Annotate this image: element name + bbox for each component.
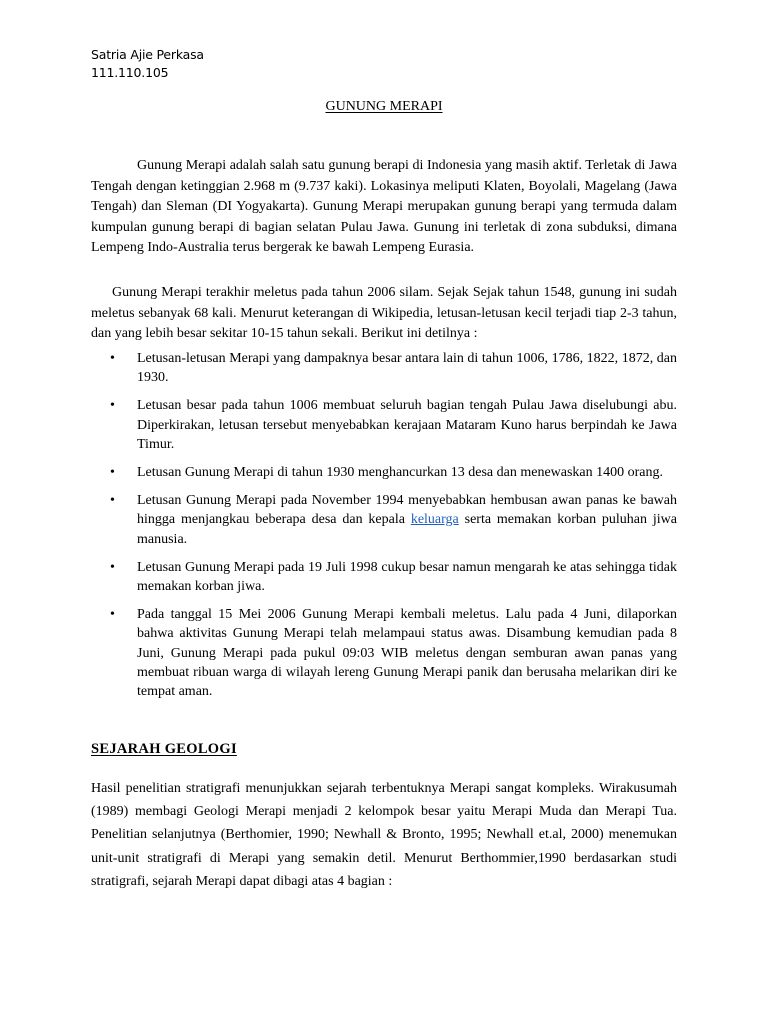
list-item-text: Letusan besar pada tahun 1006 membuat seluruh bagian tengah Pulau Jawa diselubungi abu. Diperkirakan, letusan tersebut menyebabkan kerajaan Mataram Kuno harus berpindah ke Jawa Timur. <box>137 398 677 452</box>
intro-text-part2: dengan ketinggian 2.968 m (9.737 kaki). Lokasinya meliputi Klaten, Boyolali, Magelang (Jawa Tengah) dan Sleman (DI Yogyakarta). Gunung Merapi merupakan gunung berapi yang termuda dalam kumpulan gunung berapi di bagian selatan Pulau Jawa. Gunung ini terletak di zona subduksi, dimana Lempeng Indo-Australia terus bergerak ke bawah Lempeng Eurasia. <box>91 178 677 255</box>
list-item <box>110 463 677 482</box>
author-block <box>91 46 204 82</box>
section-heading: SEJARAH GEOLOGI <box>91 741 237 757</box>
list-item-text-pre: Letusan Gunung Merapi pada November 1994 menyebabkan hembusan awan panas ke bawah hingga menjangkau beberapa desa dan kepala <box>137 493 677 528</box>
list-item-text: Letusan-letusan Merapi yang dampaknya besar antara lain di tahun 1006, 1786, 1822, 1872, dan 1930. <box>137 351 677 386</box>
list-item-text: Pada tanggal 15 Mei 2006 Gunung Merapi kembali meletus. Lalu pada 4 Juni, dilaporkan bahwa aktivitas Gunung Merapi telah melampaui status awas. Disambung kemudian pada 8 Juni, Gunung Merapi pada pukul 09:03 WIB meletus dengan semburan awan panas yang membuat ribuan warga di wilayah lereng Gunung Merapi panik dan berusaha melarikan diri ke tempat aman. <box>137 607 677 700</box>
bullet-icon: • <box>110 351 115 366</box>
intro-paragraph <box>91 156 677 259</box>
list-item-text: Letusan Gunung Merapi di tahun 1930 menghancurkan 13 desa dan menewaskan 1400 orang. <box>137 465 664 481</box>
keluarga-link[interactable]: keluarga <box>410 512 459 528</box>
history-paragraph: Gunung Merapi terakhir meletus pada tahun 2006 silam. Sejak Sejak tahun 1548, gunung ini sudah meletus sebanyak 68 kali. Menurut keterangan di Wikipedia, letusan-letusan kecil terjadi tiap 2-3 tahun, dan yang lebih besar sekitar 10-15 tahun sekali. Berikut ini detilnya : <box>91 285 677 341</box>
author-name: Satria Ajie Perkasa <box>91 47 204 62</box>
list-item <box>110 491 677 549</box>
list-item-text-post: serta memakan korban puluhan jiwa manusia. <box>137 512 677 547</box>
bullet-icon: • <box>110 559 115 575</box>
list-item <box>110 349 677 387</box>
location-term: Jawa Tengah <box>91 158 677 194</box>
list-item <box>110 605 677 701</box>
author-id: 111.110.105 <box>91 65 169 80</box>
list-item <box>110 558 677 596</box>
list-item <box>110 396 677 454</box>
document-title: GUNUNG MERAPI <box>325 99 443 114</box>
intro-text-part1: Gunung Merapi adalah salah satu gunung berapi di Indonesia yang masih aktif. Terletak di <box>137 158 649 173</box>
geology-paragraph: Hasil penelitian stratigrafi menunjukkan sejarah terbentuknya Merapi sangat kompleks. Wirakusumah (1989) membagi Geologi Merapi menjadi 2 kelompok besar yaitu Merapi Muda dan Merapi Tua. Penelitian selanjutnya (Berthomier, 1990; Newhall & Bronto, 1995; Newhall et.al, 2000) menemukan unit-unit stratigrafi di Merapi yang semakin detil. Menurut Berthommier,1990 berdasarkan studi stratigrafi, sejarah Merapi dapat dibagi atas 4 bagian : <box>91 781 677 889</box>
bullet-icon: • <box>110 398 115 414</box>
eruption-list <box>110 349 677 710</box>
bullet-icon: • <box>110 493 115 509</box>
bullet-icon: • <box>110 607 115 623</box>
bullet-icon: • <box>110 465 115 481</box>
list-item-text: Letusan Gunung Merapi pada 19 Juli 1998 cukup besar namun mengarah ke atas sehingga tidak memakan korban jiwa. <box>137 559 677 595</box>
